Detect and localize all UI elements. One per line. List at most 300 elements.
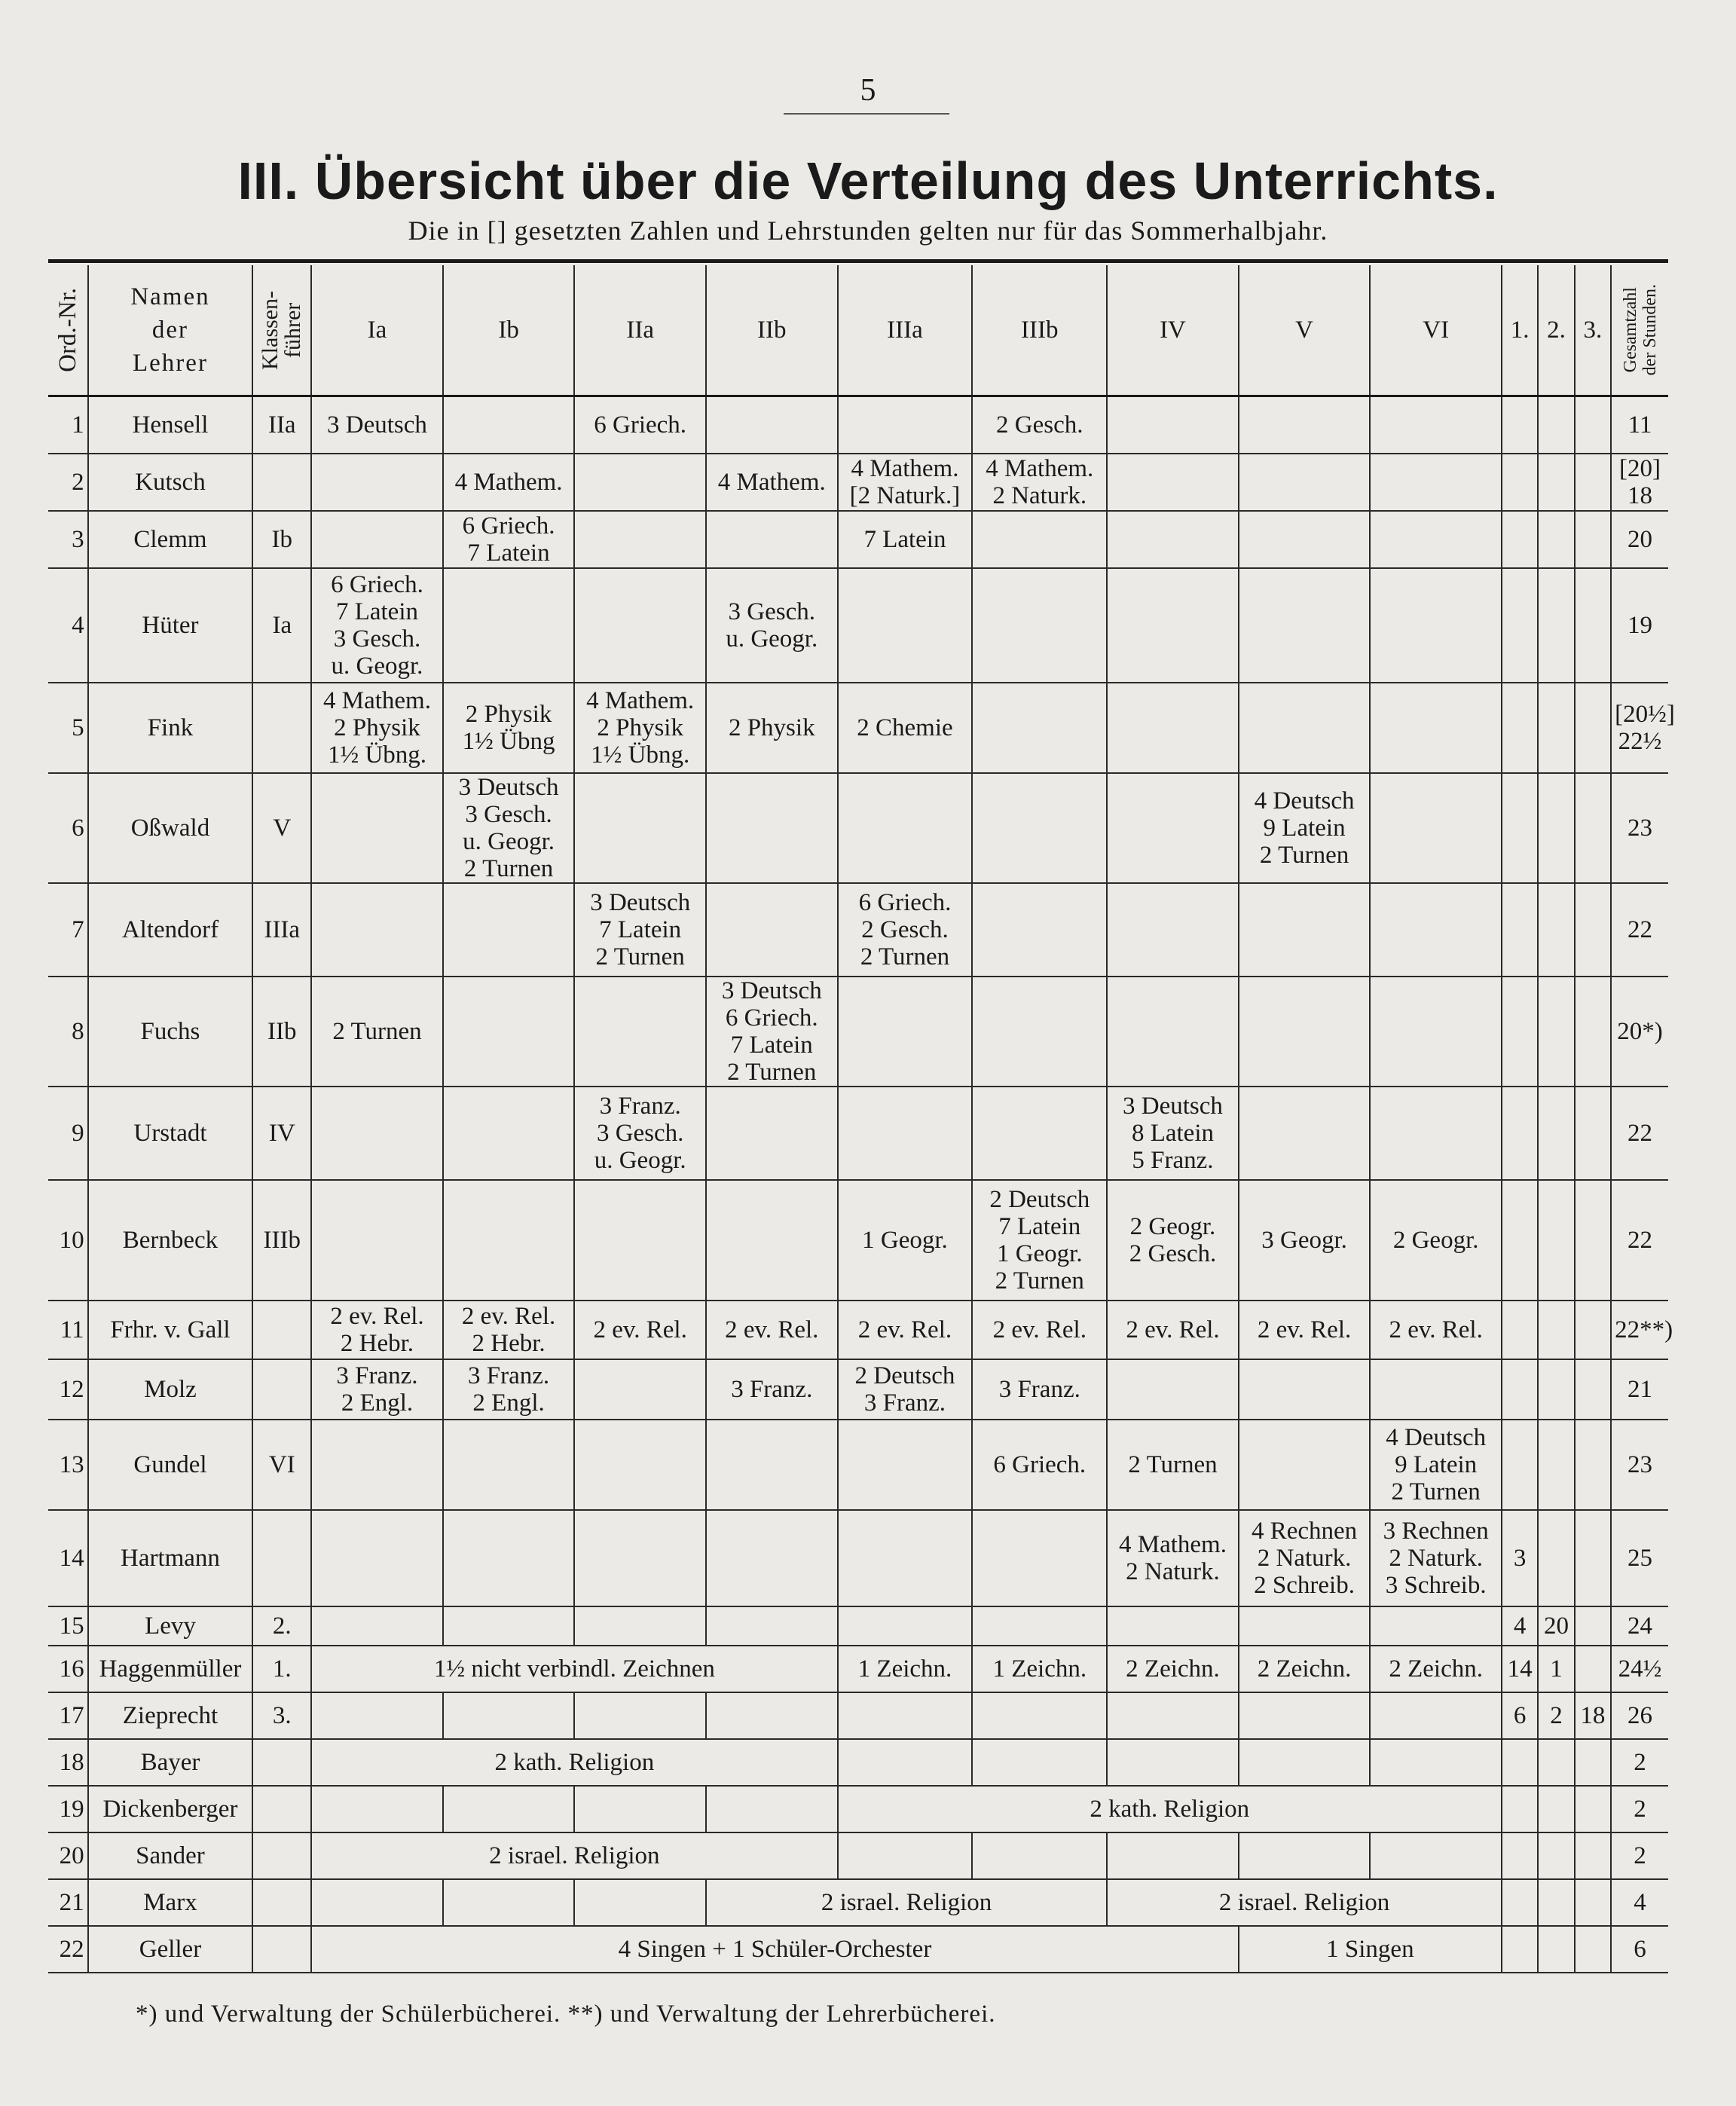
total-line: 19 — [1628, 611, 1653, 639]
row-class-cell — [838, 511, 973, 568]
total-line: 23 — [1628, 1450, 1653, 1478]
row-class-cell — [443, 1301, 575, 1359]
cell-line: 3 — [1513, 1544, 1527, 1572]
row-class-cell — [1502, 977, 1538, 1087]
header-class-9: 1. — [1502, 265, 1538, 396]
total-line: 6 — [1634, 1935, 1646, 1963]
row-teacher-name: Molz — [88, 1359, 253, 1420]
row-class-cell — [1370, 1087, 1502, 1180]
row-class-cell — [1370, 977, 1502, 1087]
row-teacher-name: Urstadt — [88, 1087, 253, 1180]
row-class-cell — [1239, 683, 1371, 773]
row-class-cell — [443, 1420, 575, 1510]
row-class-cell — [1370, 568, 1502, 683]
row-class-cell — [1575, 454, 1611, 511]
row-class-cell — [1370, 511, 1502, 568]
header-class-5: IIIb — [972, 265, 1107, 396]
row-teacher-name: Hensell — [88, 396, 253, 454]
span-cell-text: 2 israel. Religion — [489, 1842, 660, 1869]
cell-line: 2 Turnen — [463, 854, 554, 882]
row-class-cell — [443, 454, 575, 511]
total-line: 2 — [1634, 1842, 1646, 1869]
row-span-cell — [311, 1832, 837, 1879]
cell-line: 2 Zeichn. — [1389, 1655, 1483, 1683]
row-class-cell — [1575, 511, 1611, 568]
row-total — [1611, 1359, 1668, 1420]
row-class-cell — [706, 1359, 838, 1420]
cell-line: 2 ev. Rel. — [857, 1316, 952, 1343]
row-class-cell — [1370, 1606, 1502, 1646]
row-teacher-name: Hartmann — [88, 1510, 253, 1606]
cell-line: 2 ev. Rel. — [1126, 1316, 1220, 1343]
cell-line: 2 Turnen — [1128, 1450, 1218, 1478]
total-line: 24 — [1628, 1612, 1653, 1640]
row-teacher-name: Bayer — [88, 1739, 253, 1786]
cell-line: 2 Zeichn. — [1257, 1655, 1352, 1683]
row-class-cell — [311, 1420, 443, 1510]
span-cell-text: 1 Singen — [1326, 1935, 1414, 1963]
row-class-cell — [311, 1510, 443, 1606]
cell-line: 4 Rechnen — [1251, 1517, 1358, 1545]
row-class-cell — [972, 1692, 1107, 1739]
cell-line: 3 Deutsch — [458, 773, 559, 801]
row-class-cell — [1538, 511, 1574, 568]
row-class-cell — [706, 396, 838, 454]
row-total — [1611, 511, 1668, 568]
row-class-cell — [1239, 1510, 1371, 1606]
row-class-cell — [574, 1786, 706, 1832]
row-class-cell — [1239, 1301, 1371, 1359]
row-class-cell — [1370, 883, 1502, 977]
row-ord-nr: 19 — [48, 1786, 88, 1832]
row-class-cell — [1107, 1420, 1239, 1510]
row-class-cell — [706, 1420, 838, 1510]
row-class-cell — [1575, 1926, 1611, 1973]
row-class-cell — [574, 1087, 706, 1180]
row-class-cell — [1502, 1786, 1538, 1832]
row-class-cell — [1107, 1301, 1239, 1359]
cell-line: 3 Schreib. — [1385, 1571, 1487, 1599]
row-total — [1611, 1879, 1668, 1926]
row-class-cell — [1575, 977, 1611, 1087]
cell-line: 3 Deutsch — [590, 888, 691, 916]
row-class-cell — [1502, 1301, 1538, 1359]
row-class-cell — [1538, 1087, 1574, 1180]
row-class-cell — [1370, 1739, 1502, 1786]
row-class-cell — [1538, 1692, 1574, 1739]
row-class-cell — [1239, 883, 1371, 977]
row-teacher-name: Sander — [88, 1832, 253, 1879]
row-klassenfuehrer: V — [252, 773, 311, 883]
cell-line: 2 ev. Rel. — [725, 1316, 819, 1343]
row-class-cell — [1538, 1359, 1574, 1420]
cell-line: 2 Physik — [465, 700, 552, 728]
total-line: [20½] — [1615, 700, 1675, 728]
row-total — [1611, 568, 1668, 683]
row-klassenfuehrer: Ib — [252, 511, 311, 568]
row-class-cell — [1502, 1739, 1538, 1786]
row-class-cell — [1538, 1879, 1574, 1926]
row-teacher-name: Kutsch — [88, 454, 253, 511]
row-class-cell — [1575, 568, 1611, 683]
row-ord-nr: 11 — [48, 1301, 88, 1359]
row-class-cell — [1239, 1739, 1371, 1786]
cell-line: 2 Naturk. — [1257, 1544, 1352, 1572]
header-row — [48, 265, 1668, 396]
header-class-3: IIb — [706, 265, 838, 396]
row-class-cell — [1107, 1180, 1239, 1301]
row-total — [1611, 1087, 1668, 1180]
cell-line: 2 ev. Rel. — [992, 1316, 1087, 1343]
row-class-cell — [1502, 1510, 1538, 1606]
row-class-cell — [1538, 568, 1574, 683]
row-class-cell — [706, 773, 838, 883]
cell-line: 7 Latein — [998, 1212, 1081, 1240]
table-row — [48, 1832, 1668, 1879]
row-klassenfuehrer — [252, 683, 311, 773]
row-class-cell — [838, 1510, 973, 1606]
total-line: 11 — [1628, 411, 1652, 439]
row-class-cell — [972, 773, 1107, 883]
cell-line: 14 — [1507, 1655, 1533, 1683]
row-class-cell — [1502, 773, 1538, 883]
row-class-cell — [1370, 773, 1502, 883]
row-klassenfuehrer: IV — [252, 1087, 311, 1180]
row-class-cell — [1107, 1087, 1239, 1180]
row-class-cell — [838, 1739, 973, 1786]
cell-line: 1 Zeichn. — [992, 1655, 1087, 1683]
total-line: 20 — [1628, 525, 1653, 553]
row-class-cell — [443, 977, 575, 1087]
row-class-cell — [311, 1606, 443, 1646]
cell-line: 2 Gesch. — [996, 411, 1083, 439]
row-teacher-name: Zieprecht — [88, 1692, 253, 1739]
table-row — [48, 1180, 1668, 1301]
row-class-cell — [706, 1606, 838, 1646]
row-class-cell — [1370, 1180, 1502, 1301]
row-class-cell — [311, 1087, 443, 1180]
row-class-cell — [311, 1786, 443, 1832]
row-class-cell — [1502, 1646, 1538, 1692]
row-class-cell — [1538, 883, 1574, 977]
cell-line: 2 ev. Rel. — [330, 1302, 424, 1330]
row-class-cell — [311, 1359, 443, 1420]
row-class-cell — [1107, 1359, 1239, 1420]
row-class-cell — [1575, 1832, 1611, 1879]
cell-line: 2 Physik — [728, 714, 815, 741]
row-class-cell — [706, 1786, 838, 1832]
header-klassenfuehrer-line: führer — [280, 302, 306, 358]
row-class-cell — [443, 1359, 575, 1420]
row-ord-nr: 14 — [48, 1510, 88, 1606]
table-row — [48, 1786, 1668, 1832]
row-class-cell — [972, 568, 1107, 683]
row-ord-nr: 4 — [48, 568, 88, 683]
row-class-cell — [443, 1510, 575, 1606]
row-class-cell — [574, 1606, 706, 1646]
row-class-cell — [443, 1087, 575, 1180]
cell-line: 4 Mathem. — [717, 468, 826, 496]
row-class-cell — [1502, 1879, 1538, 1926]
row-class-cell — [1502, 1606, 1538, 1646]
cell-line: 2 Engl. — [472, 1389, 545, 1417]
row-class-cell — [1575, 1692, 1611, 1739]
cell-line: 4 Deutsch — [1386, 1423, 1487, 1451]
header-total — [1611, 265, 1668, 396]
span-cell-text: 2 kath. Religion — [1090, 1795, 1250, 1823]
row-klassenfuehrer — [252, 1301, 311, 1359]
row-class-cell — [1538, 683, 1574, 773]
header-class-10: 2. — [1538, 265, 1574, 396]
row-class-cell — [1502, 1692, 1538, 1739]
table-row — [48, 1301, 1668, 1359]
row-class-cell — [1107, 511, 1239, 568]
row-class-cell — [1370, 1359, 1502, 1420]
row-total — [1611, 1510, 1668, 1606]
row-class-cell — [1239, 454, 1371, 511]
row-teacher-name: Bernbeck — [88, 1180, 253, 1301]
cell-line: 6 Griech. — [725, 1004, 818, 1032]
cell-line: 7 Latein — [467, 539, 550, 567]
cell-line: 20 — [1544, 1612, 1569, 1640]
cell-line: u. Geogr. — [726, 625, 818, 653]
cell-line: 1½ Übng. — [327, 741, 427, 769]
span-cell-text: 2 israel. Religion — [1218, 1888, 1390, 1916]
row-class-cell — [443, 883, 575, 977]
cell-line: 2 Hebr. — [472, 1329, 546, 1357]
row-ord-nr: 22 — [48, 1926, 88, 1973]
row-total — [1611, 683, 1675, 773]
row-span-cell — [311, 1739, 837, 1786]
row-total — [1611, 977, 1668, 1087]
table-row — [48, 1926, 1668, 1973]
cell-line: 2 Naturk. — [992, 481, 1087, 509]
row-class-cell — [838, 1359, 973, 1420]
row-class-cell — [574, 1879, 706, 1926]
row-class-cell — [1538, 1606, 1574, 1646]
cell-line: 1 Zeichn. — [857, 1655, 952, 1683]
total-line: 22 — [1628, 1226, 1653, 1254]
row-class-cell — [311, 396, 443, 454]
row-class-cell — [574, 1180, 706, 1301]
cell-line: 2 ev. Rel. — [593, 1316, 687, 1343]
row-class-cell — [1538, 1739, 1574, 1786]
cell-line: 2 Chemie — [857, 714, 953, 741]
row-total — [1611, 1692, 1668, 1739]
total-line: 4 — [1634, 1888, 1646, 1916]
row-class-cell — [574, 1510, 706, 1606]
cell-line: 3 Deutsch — [721, 977, 822, 1004]
row-teacher-name: Fuchs — [88, 977, 253, 1087]
row-ord-nr: 12 — [48, 1359, 88, 1420]
row-class-cell — [1575, 1359, 1611, 1420]
cell-line: 3 Gesch. — [465, 800, 552, 828]
header-class-4: IIIa — [838, 265, 973, 396]
header-total-line: der Stunden. — [1640, 284, 1660, 376]
row-class-cell — [838, 1692, 973, 1739]
row-teacher-name: Dickenberger — [88, 1786, 253, 1832]
header-klassenfuehrer-line: Klassen- — [258, 290, 283, 370]
header-class-7: V — [1239, 265, 1371, 396]
row-total — [1611, 1832, 1668, 1879]
table-body — [48, 396, 1675, 1973]
row-class-cell — [443, 773, 575, 883]
header-klassenfuehrer — [252, 265, 311, 396]
cell-line: 3 Rechnen — [1383, 1517, 1489, 1545]
header-total-line: Gesamtzahl — [1620, 287, 1640, 373]
row-class-cell — [838, 1832, 973, 1879]
table-row — [48, 1087, 1668, 1180]
row-class-cell — [1538, 1180, 1574, 1301]
row-class-cell — [972, 977, 1107, 1087]
row-teacher-name: Oßwald — [88, 773, 253, 883]
row-class-cell — [1370, 683, 1502, 773]
cell-line: 6 Griech. — [858, 888, 952, 916]
row-class-cell — [1575, 1301, 1611, 1359]
row-ord-nr: 13 — [48, 1420, 88, 1510]
cell-line: 4 Mathem. — [986, 454, 1094, 482]
row-teacher-name: Haggenmüller — [88, 1646, 253, 1692]
row-class-cell — [972, 511, 1107, 568]
row-class-cell — [706, 511, 838, 568]
total-line: 25 — [1628, 1544, 1653, 1572]
row-span-cell — [838, 1786, 1502, 1832]
cell-line: u. Geogr. — [594, 1146, 686, 1174]
header-teacher-name-line: Lehrer — [133, 350, 208, 377]
cell-line: 2 Deutsch — [854, 1362, 955, 1389]
row-class-cell — [1502, 1180, 1538, 1301]
row-class-cell — [574, 568, 706, 683]
row-class-cell — [1107, 977, 1239, 1087]
cell-line: 3 Franz. — [998, 1375, 1080, 1403]
header-class-8: VI — [1370, 265, 1502, 396]
row-class-cell — [1538, 1510, 1574, 1606]
table-row — [48, 883, 1668, 977]
cell-line: u. Geogr. — [331, 652, 423, 680]
row-ord-nr: 3 — [48, 511, 88, 568]
row-class-cell — [1239, 396, 1371, 454]
row-class-cell — [706, 1087, 838, 1180]
row-class-cell — [443, 1606, 575, 1646]
row-class-cell — [838, 1087, 973, 1180]
row-klassenfuehrer: 1. — [252, 1646, 311, 1692]
cell-line: 2 — [1550, 1701, 1563, 1729]
cell-line: 6 Griech. — [594, 411, 687, 439]
row-ord-nr: 7 — [48, 883, 88, 977]
row-ord-nr: 16 — [48, 1646, 88, 1692]
cell-line: 2 Turnen — [727, 1058, 817, 1086]
row-class-cell — [972, 683, 1107, 773]
cell-line: 4 Mathem. — [322, 686, 431, 714]
table-row — [48, 683, 1668, 773]
row-class-cell — [443, 1180, 575, 1301]
table-row — [48, 1646, 1668, 1692]
row-ord-nr: 8 — [48, 977, 88, 1087]
cell-line: 3 Franz. — [336, 1362, 418, 1389]
cell-line: 2 Turnen — [332, 1017, 422, 1045]
span-cell-text: 2 kath. Religion — [494, 1748, 655, 1776]
row-ord-nr: 20 — [48, 1832, 88, 1879]
row-class-cell — [972, 1087, 1107, 1180]
cell-line: 2 Naturk. — [1389, 1544, 1483, 1572]
row-class-cell — [1239, 773, 1371, 883]
row-class-cell — [1575, 773, 1611, 883]
row-class-cell — [574, 773, 706, 883]
row-class-cell — [1107, 773, 1239, 883]
cell-line: 3 Franz. — [863, 1389, 946, 1417]
row-class-cell — [1239, 1646, 1371, 1692]
cell-line: 3 Gesch. — [728, 598, 815, 625]
row-klassenfuehrer — [252, 1926, 311, 1973]
cell-line: 4 — [1513, 1612, 1527, 1640]
row-class-cell — [972, 1420, 1107, 1510]
row-class-cell — [574, 683, 706, 773]
row-class-cell — [1370, 1301, 1502, 1359]
table-row — [48, 1420, 1668, 1510]
total-line: 22**) — [1615, 1316, 1673, 1343]
row-class-cell — [838, 568, 973, 683]
row-class-cell — [574, 396, 706, 454]
cell-line: 3 Deutsch — [1123, 1092, 1223, 1120]
row-class-cell — [1239, 1087, 1371, 1180]
cell-line: 6 — [1513, 1701, 1527, 1729]
row-class-cell — [706, 977, 838, 1087]
row-class-cell — [1538, 1420, 1574, 1510]
row-klassenfuehrer: Ia — [252, 568, 311, 683]
row-teacher-name: Fink — [88, 683, 253, 773]
row-class-cell — [1538, 1301, 1574, 1359]
cell-line: 3 Geogr. — [1261, 1226, 1347, 1254]
row-total — [1611, 1606, 1668, 1646]
table-row — [48, 568, 1668, 683]
cell-line: 4 Mathem. — [454, 468, 563, 496]
row-ord-nr: 21 — [48, 1879, 88, 1926]
teaching-distribution-table — [48, 265, 1675, 1973]
row-class-cell — [972, 1359, 1107, 1420]
row-class-cell — [311, 773, 443, 883]
row-class-cell — [1107, 1606, 1239, 1646]
cell-line: 8 Latein — [1131, 1119, 1214, 1147]
row-class-cell — [1107, 1646, 1239, 1692]
row-span-cell — [311, 1926, 1239, 1973]
row-class-cell — [838, 1606, 973, 1646]
row-class-cell — [1502, 1087, 1538, 1180]
row-class-cell — [574, 511, 706, 568]
row-total — [1611, 773, 1668, 883]
row-class-cell — [311, 511, 443, 568]
cell-line: 7 Latein — [599, 915, 682, 943]
row-class-cell — [1575, 683, 1611, 773]
cell-line: 1 — [1550, 1655, 1563, 1683]
row-class-cell — [838, 454, 973, 511]
row-class-cell — [1370, 1646, 1502, 1692]
row-class-cell — [1502, 1420, 1538, 1510]
row-total — [1611, 396, 1668, 454]
table-row — [48, 1879, 1668, 1926]
row-ord-nr: 2 — [48, 454, 88, 511]
row-class-cell — [1239, 568, 1371, 683]
row-class-cell — [1538, 977, 1574, 1087]
row-ord-nr: 17 — [48, 1692, 88, 1739]
row-class-cell — [1502, 511, 1538, 568]
cell-line: 6 Griech. — [331, 570, 423, 598]
row-class-cell — [838, 1301, 973, 1359]
row-class-cell — [1538, 1646, 1574, 1692]
row-class-cell — [838, 396, 973, 454]
row-total — [1611, 454, 1668, 511]
cell-line: 2 Deutsch — [989, 1185, 1090, 1213]
row-class-cell — [1575, 1510, 1611, 1606]
